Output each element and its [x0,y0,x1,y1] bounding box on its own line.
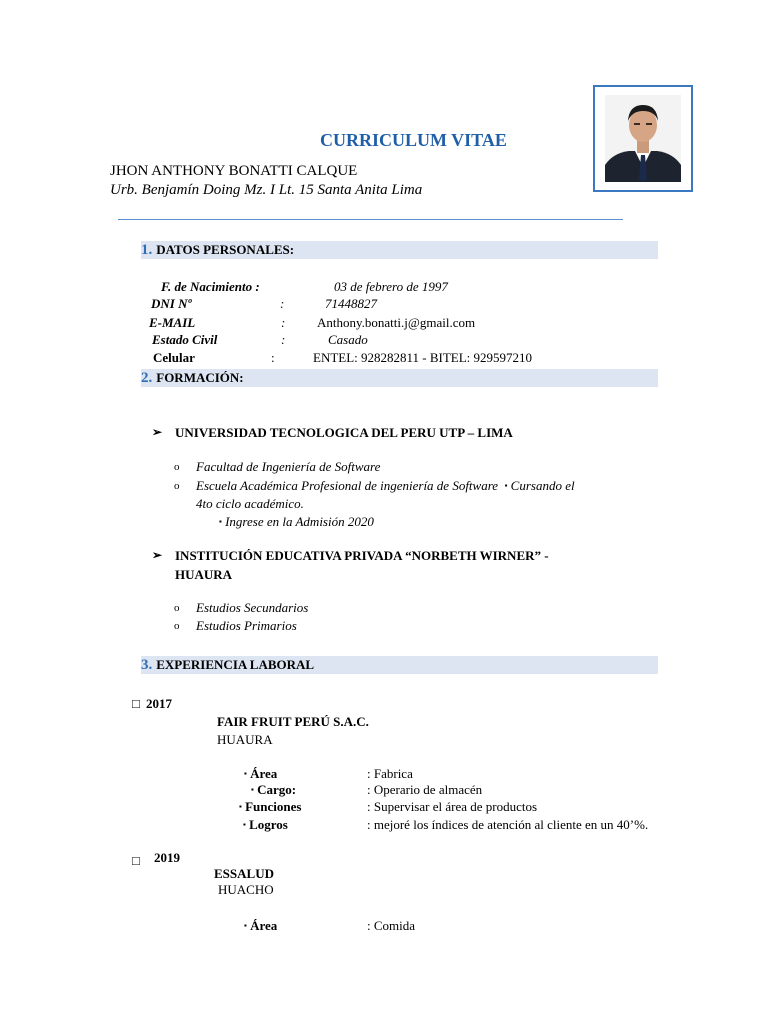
section-title: FORMACIÓN: [156,370,244,385]
arrow-bullet-icon: ➢ [152,425,163,439]
university-name: UNIVERSIDAD TECNOLOGICA DEL PERU UTP – LIMA [175,425,513,440]
portrait-image [605,95,681,182]
section-title: EXPERIENCIA LABORAL [156,657,315,672]
square-bullet-icon: ▪ [244,921,247,930]
section-number: 1. [141,242,153,258]
square-bullet-icon: ▪ [244,769,247,778]
header-divider [118,219,623,220]
section-title: DATOS PERSONALES: [156,242,295,257]
section-personal-header [141,241,658,259]
job-detail-label [243,817,288,833]
section-number: 2. [141,370,153,386]
email-value: Anthony.bonatti.j@gmail.com [317,315,476,330]
checkbox-bullet-icon: □ [132,853,140,868]
university-item: Facultad de Ingeniería de Software [196,459,381,474]
birth-value: 03 de febrero de 1997 [334,279,448,294]
circle-bullet-icon: o [174,480,180,492]
job-funciones-value: : Supervisar el área de productos [367,799,538,814]
job-location: HUACHO [218,882,274,897]
area-label: Área [250,766,278,781]
university-item [196,478,575,494]
university-item-text: Cursando el [510,478,575,493]
job-year: 2017 [146,696,172,711]
square-bullet-icon: ▪ [243,820,246,829]
birth-label: F. de Nacimiento : [161,279,260,294]
square-bullet-icon: ▪ [504,481,508,490]
portrait-icon [605,95,681,182]
university-item-text: Ingrese en la Admisión 2020 [225,514,374,529]
square-bullet-icon: ▪ [239,802,242,811]
candidate-address: Urb. Benjamín Doing Mz. I Lt. 15 Santa Anita Lima [110,182,423,198]
civil-label: Estado Civil [152,332,218,347]
university-item [219,514,374,530]
candidate-name: JHON ANTHONY BONATTI CALQUE [110,163,358,179]
area-label: Área [250,918,278,933]
phone-colon: : [271,350,275,365]
dni-value: 71448827 [325,296,377,311]
school-item: Estudios Secundarios [196,600,309,615]
square-bullet-icon: ▪ [251,785,254,794]
profile-photo [593,85,693,192]
section-education-header [141,369,658,387]
circle-bullet-icon: o [174,620,180,632]
job-area-value: : Comida [367,918,416,933]
job-logros-value: : mejoré los índices de atención al cliente en un 40’%. [367,817,649,832]
section-experience-header [141,656,658,674]
job-cargo-value: : Operario de almacén [367,782,483,797]
civil-colon: : [281,332,286,347]
circle-bullet-icon: o [174,461,180,473]
cargo-label: Cargo: [257,782,297,797]
logros-label: Logros [249,817,288,832]
university-item-text: Escuela Académica Profesional de ingeniería de Software [196,478,499,493]
school-name: INSTITUCIÓN EDUCATIVA PRIVADA “NORBETH WIRNER” - [175,548,549,563]
phone-value: ENTEL: 928282811 - BITEL: 929597210 [313,350,533,365]
job-location: HUAURA [217,732,273,747]
job-detail-label [244,918,277,934]
email-colon: : [281,315,286,330]
section-number: 3. [141,657,153,673]
cv-title: CURRICULUM VITAE [320,130,507,150]
job-company: ESSALUD [214,866,274,881]
school-name-continued: HUAURA [175,567,233,582]
square-bullet-icon: ▪ [219,517,222,526]
job-company: FAIR FRUIT PERÚ S.A.C. [217,714,369,729]
job-detail-label [251,782,296,798]
checkbox-bullet-icon: □ [132,696,140,711]
email-label: E-MAIL [149,315,196,330]
circle-bullet-icon: o [174,602,180,614]
civil-value: Casado [328,332,368,347]
job-year: 2019 [154,850,180,865]
job-detail-label [239,799,301,815]
dni-label: DNI Nº [151,296,192,311]
dni-colon: : [280,296,285,311]
arrow-bullet-icon: ➢ [152,548,163,562]
job-detail-label [244,766,277,782]
school-item: Estudios Primarios [196,618,297,633]
phone-label: Celular [153,350,195,365]
funciones-label: Funciones [245,799,302,814]
university-item-continued: 4to ciclo académico. [196,496,304,511]
job-area-value: : Fabrica [367,766,413,781]
